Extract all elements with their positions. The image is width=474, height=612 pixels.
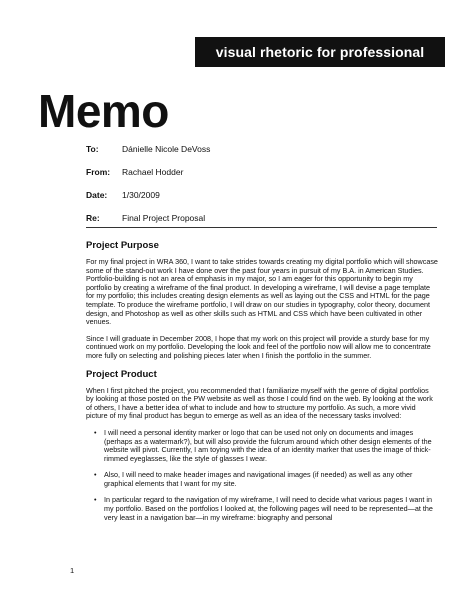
re-value: Final Project Proposal	[122, 213, 206, 223]
list-item-text: In particular regard to the navigation of my wireframe, I will need to decide what various pages I want in my portfolio. Based on the portfolios I looked at, the following pages will need to be represented—at the very least in a navigation bar—in my wireframe: biography and personal	[104, 495, 433, 522]
bullet-icon: •	[94, 495, 97, 505]
memo-header-fields	[86, 144, 446, 236]
project-purpose-heading: Project Purpose	[86, 240, 159, 251]
purpose-paragraph-2: Since I will graduate in December 2008, I hope that my work on this project will provide a sturdy base for my continued work on my portfolio. Developing the look and feel of the portfolio now will allow me to concentrate more fully on selecting and polishing pieces later when I finish the portfolio in the summer.	[86, 333, 431, 360]
memo-title: Memo	[38, 85, 169, 137]
list-item-text: I will need a personal identity marker or logo that can be used not only on documents and images (perhaps as a watermark?), but will also provide the fulcrum around which other design elements of the website will pivot. Currently, I am toying with the idea of an identity marker that uses the image of thick-rimmed eyeglasses, like the style of glasses I wear.	[104, 427, 432, 463]
list-item-text: Also, I will need to make header images and navigational images (if needed) as well as any other graphical elements that I want for my site.	[104, 470, 413, 488]
bullet-icon: •	[94, 470, 97, 480]
list-item	[94, 496, 438, 522]
date-value: 1/30/2009	[122, 190, 160, 200]
bullet-icon: •	[94, 427, 97, 437]
to-value: Dánielle Nicole DeVoss	[122, 144, 211, 154]
to-field	[86, 144, 446, 167]
product-paragraph-1: When I first pitched the project, you recommended that I familiarize myself with the genre of digital portfolios by looking at those posted on the PW website as well as those I could find on the web. By looking at the work of others, I have a better idea of what to include and how to structure my portfolio. As such, a more vivid picture of my final product has begun to emerge as well as an idea of the necessary tasks involved:	[86, 385, 433, 421]
task-list	[86, 429, 438, 522]
project-product-heading: Project Product	[86, 368, 157, 380]
header-divider	[86, 227, 437, 228]
re-label: Re:	[86, 213, 100, 223]
from-label: From:	[86, 167, 111, 177]
date-field	[86, 190, 446, 213]
list-item	[94, 429, 438, 463]
memo-body	[86, 240, 438, 530]
page-number: 1	[70, 566, 75, 575]
from-field	[86, 167, 446, 190]
date-label: Date:	[86, 190, 108, 200]
purpose-paragraph-1: For my final project in WRA 360, I want to take strides towards creating my digital portfolio which will showcase some of the stand-out work I have done over the past four years in pursuit of my B.A. in American Studies. Portfolio-building is not an area of emphasis in my major, so I am eager for this opportunity to begin my portfolio by creating a wireframe of the final product. In developing a wireframe, I will devise a page template for my portfolio; this includes creating design elements as well as laying out the CSS and HTML for the page template. To produce the wireframe portfolio, I will draw on our studies in typography, color theory, document design, and Photoshop as well as other skills such as HTML and CSS which have been cultivated in other venues.	[86, 257, 438, 327]
course-banner: visual rhetoric for professional writers	[195, 37, 445, 67]
to-label: To:	[86, 144, 99, 154]
re-field	[86, 213, 446, 236]
list-item	[94, 471, 438, 488]
from-value: Rachael Hodder	[122, 167, 184, 177]
